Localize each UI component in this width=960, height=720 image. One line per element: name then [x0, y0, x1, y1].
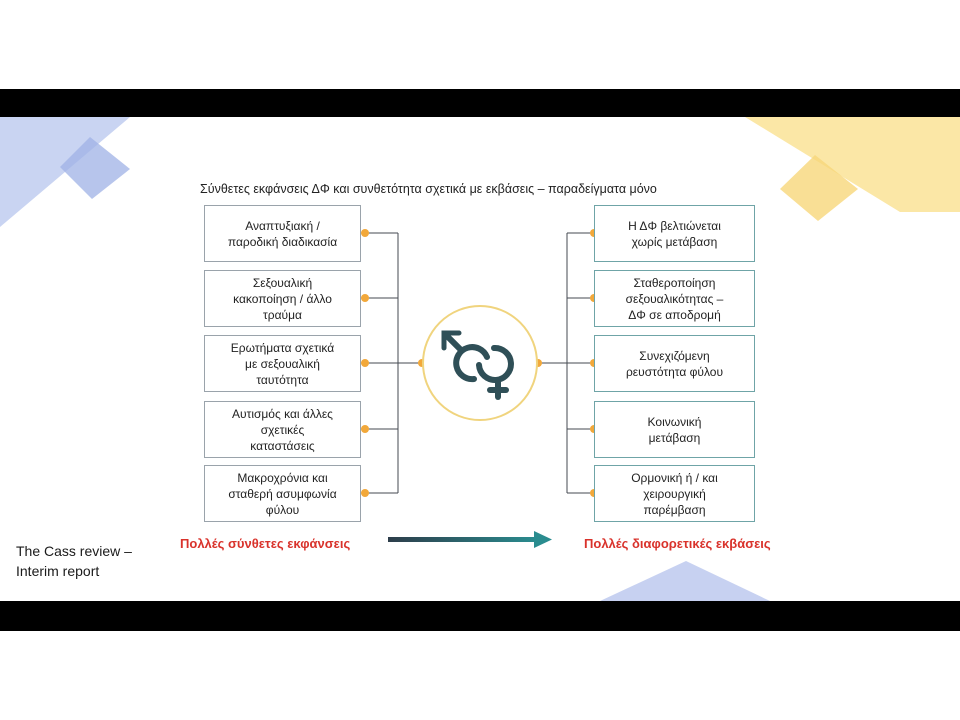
- dot: [361, 425, 369, 433]
- diagram-title: Σύνθετες εκφάνσεις ΔΦ και συνθετότητα σχετικά με εκβάσεις – παραδείγματα μόνο: [200, 182, 657, 196]
- right-item-1: Η ΔΦ βελτιώνεται χωρίς μετάβαση: [594, 205, 755, 262]
- dot: [361, 359, 369, 367]
- right-item-4: Κοινωνική μετάβαση: [594, 401, 755, 458]
- source-citation: The Cass review – Interim report: [16, 543, 132, 579]
- left-footer-label: Πολλές σύνθετες εκφάνσεις: [180, 536, 351, 551]
- right-item-3: Συνεχιζόμενη ρευστότητα φύλου: [594, 335, 755, 392]
- right-item-2: Σταθεροποίηση σεξουαλικότητας – ΔΦ σε αποδρομή: [594, 270, 755, 327]
- dot: [361, 229, 369, 237]
- connector-layer: [0, 117, 960, 601]
- right-bracket: [538, 233, 594, 493]
- left-bracket: [361, 233, 422, 493]
- left-item-2: Σεξουαλική κακοποίηση / άλλο τραύμα: [204, 270, 361, 327]
- left-item-4: Αυτισμός και άλλες σχετικές καταστάσεις: [204, 401, 361, 458]
- dot: [361, 489, 369, 497]
- dot: [361, 294, 369, 302]
- flow-arrow: [388, 531, 552, 548]
- slide: [0, 117, 960, 601]
- left-item-5: Μακροχρόνια και σταθερή ασυμφωνία φύλου: [204, 465, 361, 522]
- letterbox-top: [0, 89, 960, 117]
- letterbox-bottom: [0, 601, 960, 631]
- right-item-5: Ορμονική ή / και χειρουργική παρέμβαση: [594, 465, 755, 522]
- right-footer-label: Πολλές διαφορετικές εκβάσεις: [584, 536, 771, 551]
- left-item-1: Αναπτυξιακή / παροδική διαδικασία: [204, 205, 361, 262]
- left-item-3: Ερωτήματα σχετικά με σεξουαλική ταυτότητα: [204, 335, 361, 392]
